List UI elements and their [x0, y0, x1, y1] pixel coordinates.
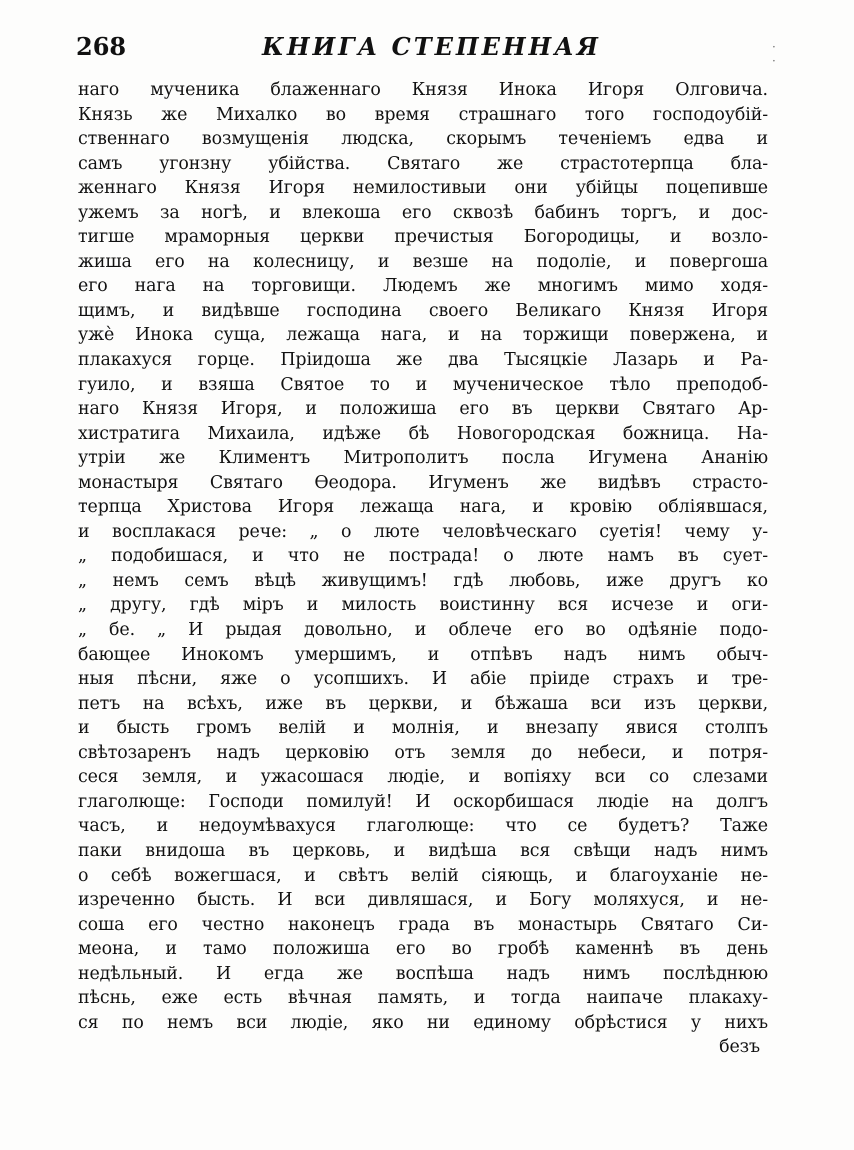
text-line: хистратига Михаила, идѣже бѣ Новогородская божница. На-: [78, 423, 768, 444]
text-line: плакахуся горце. Пріидоша же два Тысяцкіе Лазарь и Ра-: [78, 350, 768, 371]
body-text: [78, 78, 768, 1060]
text-line: сеся земля, и ужасошася людіе, и вопіяху вси со слезами: [78, 767, 768, 788]
text-line: ужѐ Инока суща, лежаща нага, и на торжищи повержена, и: [78, 325, 768, 346]
text-line: его нага на торговищи. Людемъ же многимъ мимо ходя-: [78, 276, 768, 297]
text-line: гуило, и взяша Святое то и мученическое тѣло преподоб-: [78, 374, 768, 395]
text-line: щимъ, и видѣвше господина своего Великаго Князя Игоря: [78, 300, 768, 321]
text-line: „ немъ семъ вѣцѣ живущимъ! гдѣ любовь, иже другъ ко: [78, 570, 768, 591]
text-line: „ бе. „ И рыдая довольно, и облече его во одѣяніе подо-: [78, 620, 768, 641]
text-line: женнаго Князя Игоря немилостивыи они убійцы поцепивше: [78, 178, 768, 199]
running-title: КНИГА СТЕПЕННАЯ: [262, 32, 601, 61]
margin-mark: · ·: [772, 40, 776, 68]
text-line: часъ, и недоумѣвахуся глаголюще: что се будетъ? Таже: [78, 816, 768, 837]
text-line: самъ угонзну убійства. Святаго же страстотерпца бла-: [78, 153, 768, 174]
text-line: терпца Христова Игоря лежаща нага, и кровію облiявшася,: [78, 497, 768, 518]
text-line: недѣльный. И егда же воспѣша надъ нимъ послѣднюю: [78, 963, 768, 984]
text-line: и восплакася рече: „ о люте человѣческаго суетія! чему у-: [78, 521, 768, 542]
text-line: соша его честно наконецъ града въ монастырь Святаго Си-: [78, 914, 768, 935]
text-line: о себѣ вожегшася, и свѣтъ велій сіяющь, и благоуханіе не-: [78, 865, 768, 886]
text-line: жиша его на колесницу, и везше на подоліе, и повергоша: [78, 251, 768, 272]
text-line: наго Князя Игоря, и положиша его въ церкви Святаго Ар-: [78, 399, 768, 420]
text-line: и бысть громъ велій и молнія, и внезапу явися столпъ: [78, 718, 768, 739]
text-line: ужемъ за ногѣ, и влекоша его сквозѣ бабинъ торгъ, и дос-: [78, 202, 768, 223]
text-line: ственнаго возмущенія людска, скорымъ теченіемъ едва и: [78, 129, 768, 150]
text-line: Князь же Михалко во время страшнаго того господоубій-: [78, 104, 768, 125]
text-line: „ подобишася, и что не пострада! о люте намъ въ сует-: [78, 546, 768, 567]
catchword: безъ: [719, 1037, 760, 1058]
text-line: петъ на всѣхъ, иже въ церкви, и бѣжаша вси изъ церкви,: [78, 693, 768, 714]
text-line: наго мученика блаженнаго Князя Инока Игоря Олговича.: [78, 80, 768, 100]
text-line: ныя пѣсни, яже о усопшихъ. И абіе пріиде страхъ и тре-: [78, 669, 768, 690]
text-line: утріи же Климентъ Митрополитъ посла Игумена Ананію: [78, 448, 768, 469]
text-line: пѣснь, еже есть вѣчная память, и тогда наипаче плакаху-: [78, 988, 768, 1009]
page-number: 268: [76, 32, 127, 61]
text-line: изреченно бысть. И вси дивляшася, и Богу моляхуся, и не-: [78, 890, 768, 911]
page-header: [76, 30, 776, 68]
text-line: монастыря Святаго Ѳеодора. Игуменъ же видѣвъ страсто-: [78, 472, 768, 493]
text-line: паки внидоша въ церковь, и видѣша вся свѣщи надъ нимъ: [78, 840, 768, 861]
text-line: меона, и тамо положиша его во гробѣ каменнѣ въ день: [78, 939, 768, 960]
text-line: глаголюще: Господи помилуй! И оскорбишася людіе на долгъ: [78, 791, 768, 812]
text-line: „ другу, гдѣ міръ и милость воистинну вся исчезе и оги-: [78, 595, 768, 616]
text-line: тигше мраморныя церкви пречистыя Богородицы, и возло-: [78, 227, 768, 248]
text-line: свѣтозаренъ надъ церковію отъ земля до небеси, и потря-: [78, 742, 768, 763]
text-line: ся по немъ вси людіе, яко ни единому обрѣстися у нихъ: [78, 1012, 768, 1033]
text-line: бающее Инокомъ умершимъ, и отпѣвъ надъ нимъ обыч-: [78, 644, 768, 665]
